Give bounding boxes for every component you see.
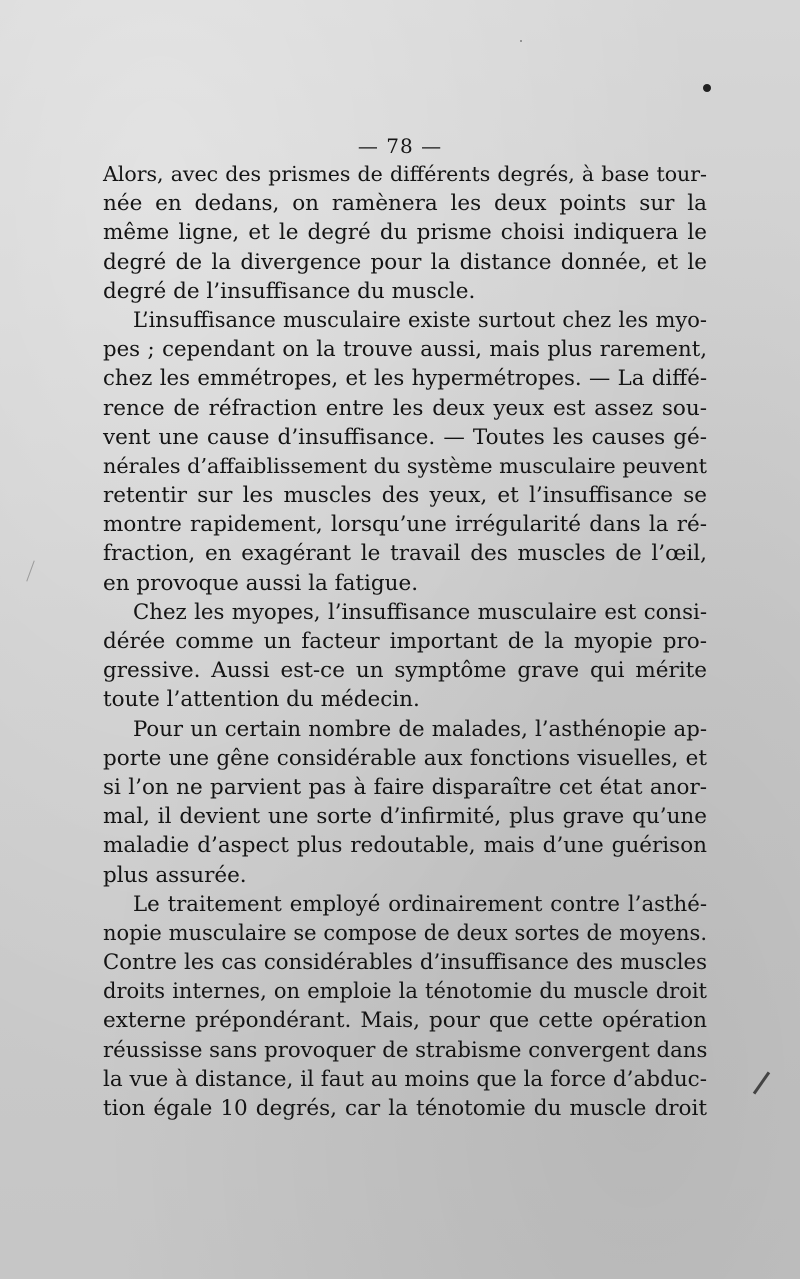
text-line: mal, il devient une sorte d’infirmité, plus grave qu’une (103, 804, 707, 830)
text-line: Alors, avec des prismes de différents degrés, à base tour- (103, 162, 707, 186)
ink-speck (703, 84, 711, 92)
text-line: chez les emmétropes, et les hypermétropes. — La diffé- (103, 366, 707, 392)
text-line: nopie musculaire se compose de deux sortes de moyens. (103, 920, 707, 945)
scratch-mark (26, 560, 34, 581)
ink-speck (520, 40, 522, 42)
text-line: droits internes, on emploie la ténotomie du muscle droit (103, 979, 707, 1004)
text-line: toute l’attention du médecin. (103, 687, 420, 713)
text-line: L’insuffisance musculaire existe surtout chez les myo- (133, 307, 707, 332)
text-line: si l’on ne parvient pas à faire disparaître cet état anor- (103, 774, 707, 800)
text-line: même ligne, et le degré du prisme choisi indiquera le (103, 220, 707, 246)
text-line: Pour un certain nombre de malades, l’asthénopie ap- (133, 716, 707, 742)
text-line: tion égale 10 degrés, car la ténotomie du muscle droit (103, 1096, 707, 1121)
text-line: nérales d’affaiblissement du système musculaire peuvent (103, 453, 707, 478)
text-line: plus assurée. (103, 862, 247, 888)
text-line: rence de réfraction entre les deux yeux est assez sou- (103, 395, 707, 421)
text-line: en provoque aussi la fatigue. (103, 570, 419, 596)
text-line: retentir sur les muscles des yeux, et l’insuffisance se (103, 483, 707, 509)
text-line: Chez les myopes, l’insuffisance musculaire est consi- (133, 599, 707, 625)
text-line: degré de l’insuffisance du muscle. (103, 278, 476, 304)
text-line: externe prépondérant. Mais, pour que cette opération (103, 1008, 707, 1034)
text-line: Contre les cas considérables d’insuffisance des muscles (103, 950, 707, 976)
text-line: réussisse sans provoquer de strabisme convergent dans (103, 1037, 708, 1063)
text-line: gressive. Aussi est-ce un symptôme grave qui mérite (103, 658, 707, 684)
text-line: vent une cause d’insuffisance. — Toutes les causes gé- (103, 424, 707, 450)
text-line: porte une gêne considérable aux fonctions visuelles, et (103, 745, 707, 771)
text-line: née en dedans, on ramènera les deux points sur la (103, 191, 707, 217)
text-line: pes ; cependant on la trouve aussi, mais plus rarement, (103, 337, 707, 363)
text-line: montre rapidement, lorsqu’une irrégularité dans la ré- (103, 512, 707, 538)
body-text (103, 160, 707, 1123)
text-line: dérée comme un facteur important de la myopie pro- (103, 629, 707, 654)
page-number: — 78 — (357, 134, 443, 158)
text-line: la vue à distance, il faut au moins que la force d’abduc- (103, 1066, 707, 1092)
text-line: Le traitement employé ordinairement contre l’asthé- (133, 891, 707, 917)
text-line: degré de la divergence pour la distance donnée, et le (103, 249, 707, 275)
scratch-mark (753, 1071, 770, 1094)
text-line: maladie d’aspect plus redoutable, mais d’une guérison (103, 833, 707, 859)
text-line: fraction, en exagérant le travail des muscles de l’œil, (103, 541, 707, 567)
